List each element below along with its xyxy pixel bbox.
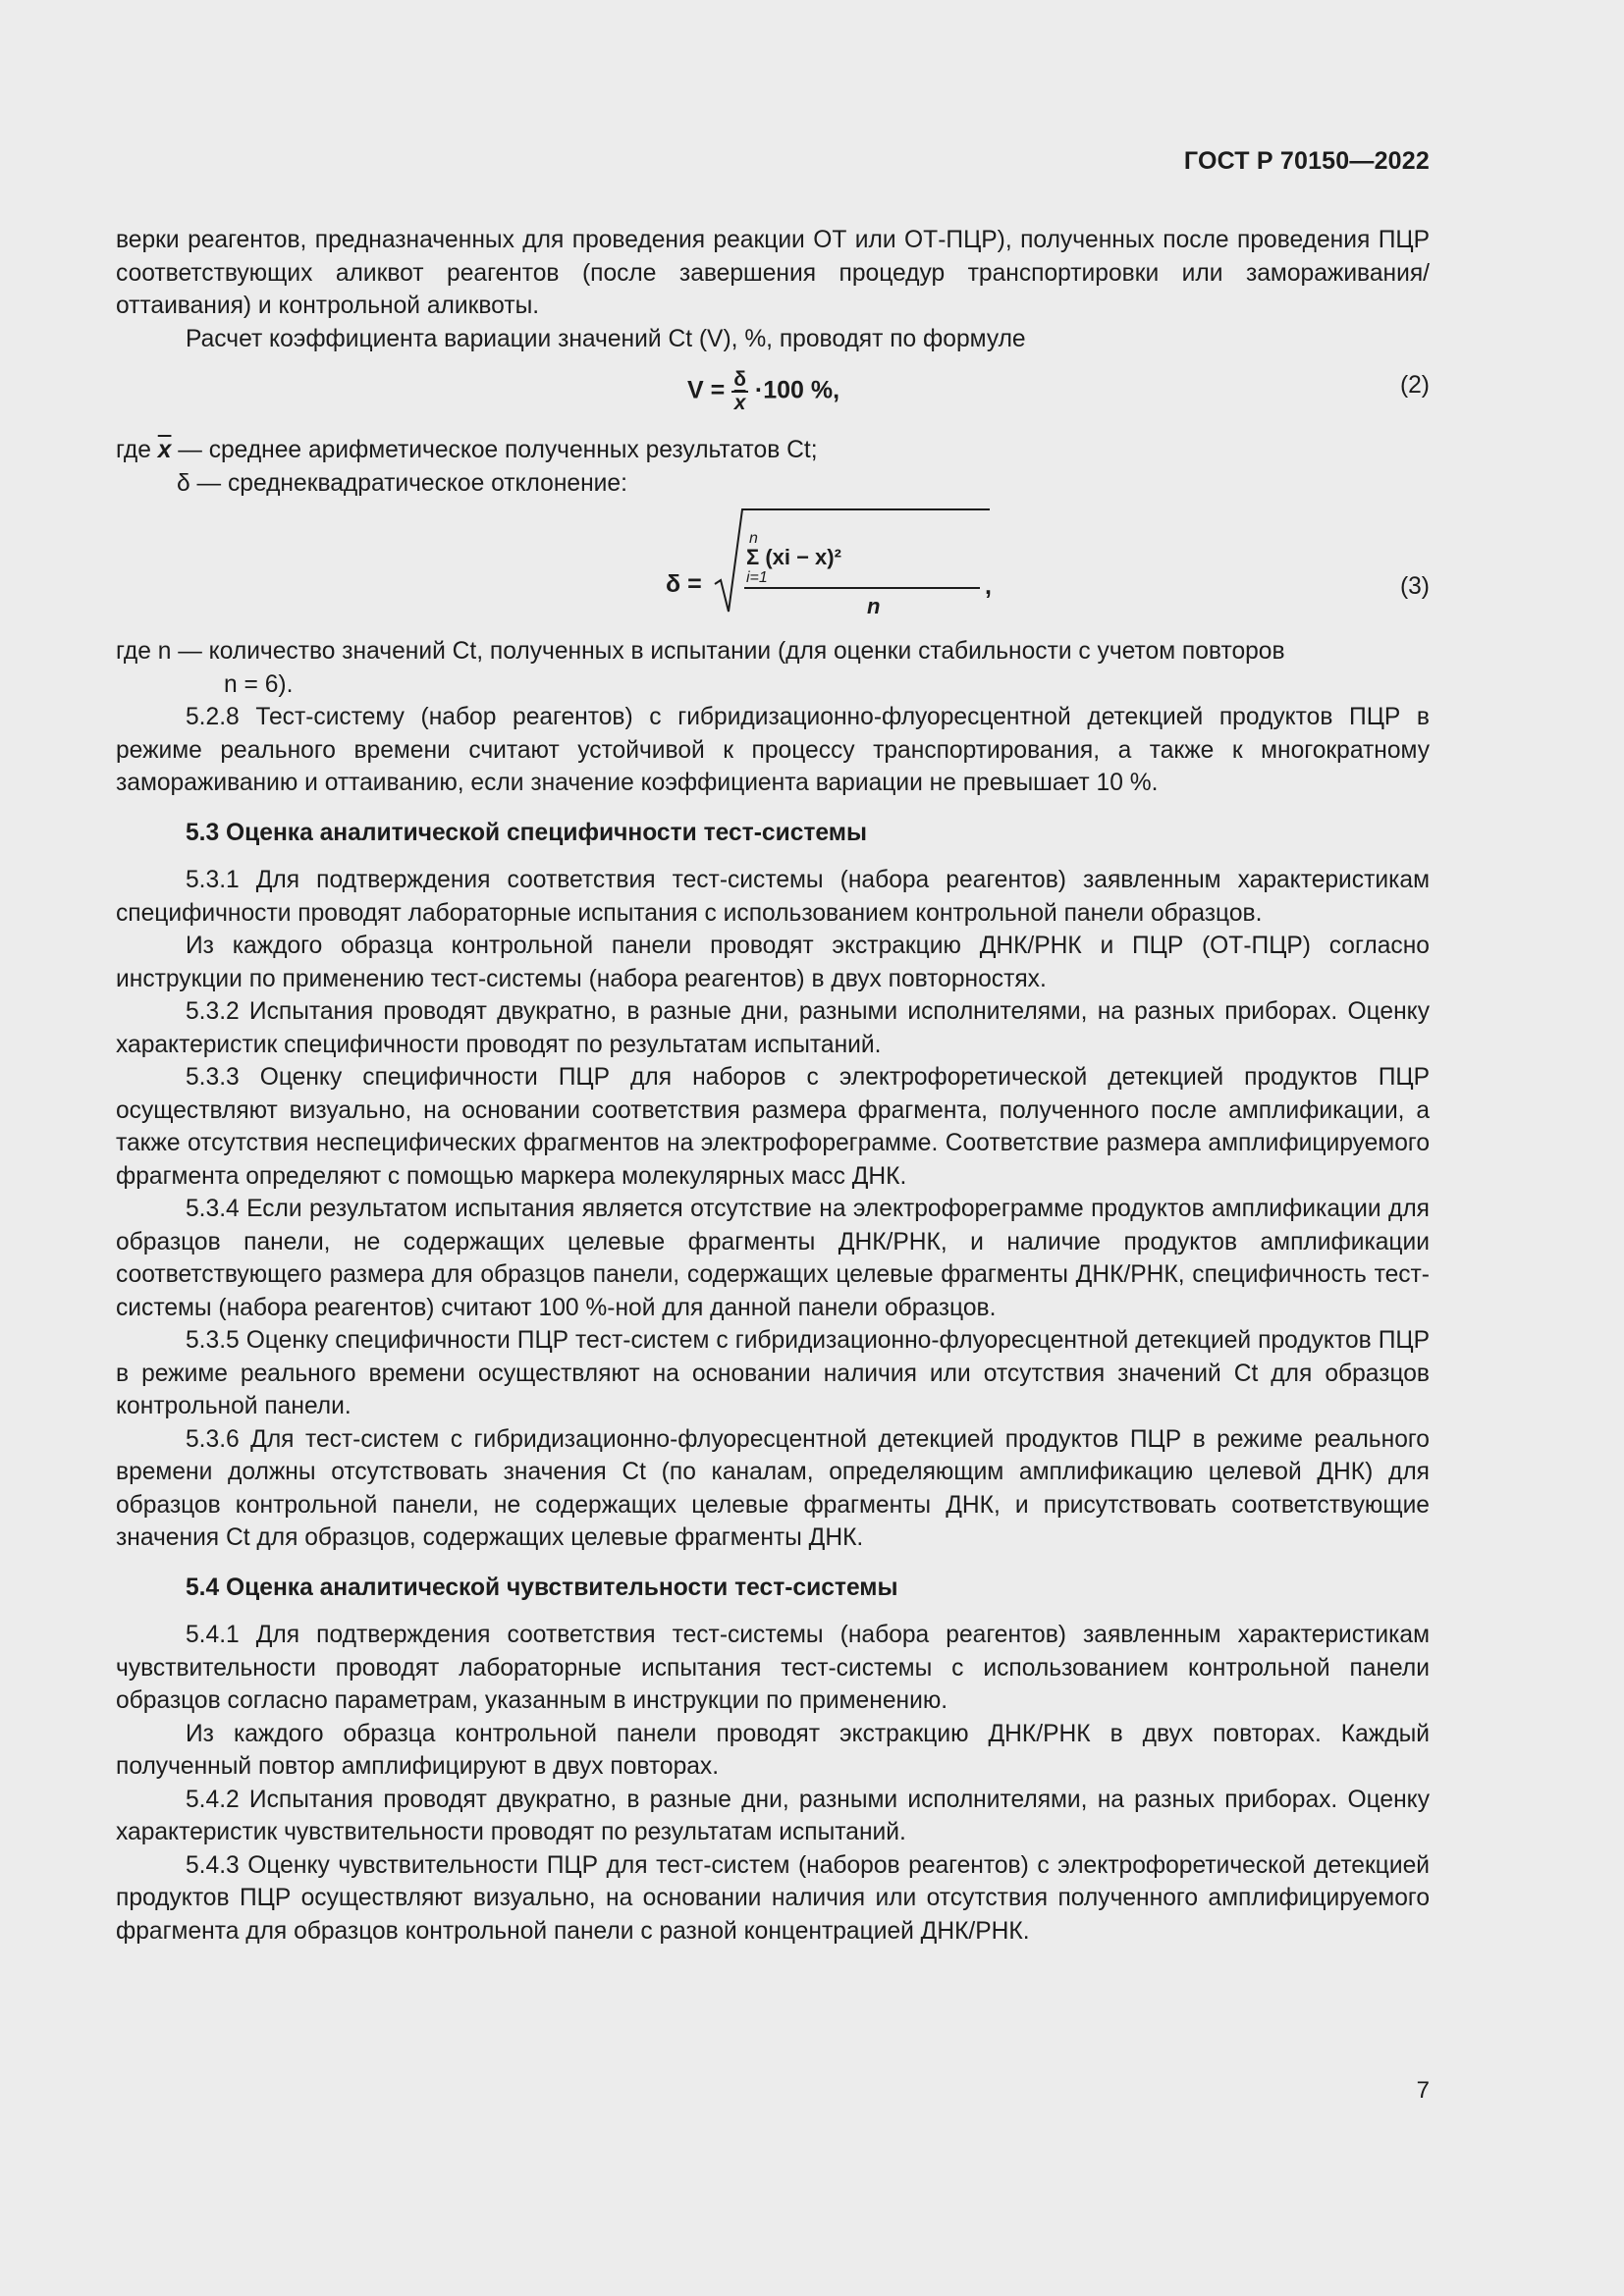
formula-2-rhs: ·100 %, (754, 376, 840, 404)
sigma-symbol: δ (177, 469, 190, 497)
formula-3-numerator: Σ (xi − x)² (746, 545, 841, 569)
where-prefix: где (116, 437, 151, 463)
paragraph-5-4-1: 5.4.1 Для подтверждения соответствия тест-системы (набора реагентов) заявленным характеристикам чувствительности проводят лабораторные испытания тест-системы с использованием контрольной панели образцов согласно параметрам, указанным в инструкции по применению. (116, 1622, 1430, 1714)
formula-3-number: (3) (1399, 573, 1430, 600)
where-sigma-text: — среднеквадратическое отклонение: (196, 469, 627, 497)
formula-3-expression (666, 504, 1000, 631)
page-content (116, 224, 1430, 1948)
section-heading-5-3: 5.3 Оценка аналитической специфичности тест-системы (186, 819, 867, 846)
sum-lower: i=1 (746, 569, 768, 586)
where-mean (116, 434, 1430, 467)
paragraph-5-3-3: 5.3.3 Оценку специфичности ПЦР для наборов с электрофоретической детекцией продуктов ПЦР осуществляют визуально, на основании соответствия размера фрагмента, полученного после амплификации, а также отсутствия неспецифических фрагментов на электрофореграмме. Соответствие размера амплифицируемого фрагмента определяют с помощью маркера молекулярных масс ДНК. (116, 1064, 1430, 1190)
where-mean-text: — среднее арифметическое полученных результатов Ct; (178, 437, 818, 463)
paragraph-5-3-2: 5.3.2 Испытания проводят двукратно, в разные дни, разными исполнителями, на разных приборах. Оценку характеристик специфичности проводят по результатам испытаний. (116, 998, 1430, 1058)
paragraph-5-3-4: 5.3.4 Если результатом испытания является отсутствие на электрофореграмме продуктов амплификации для образцов панели, не содержащих целевые фрагменты ДНК/РНК, и наличие продуктов амплификации соответствующего размера для образцов панели, содержащих целевые фрагменты ДНК/РНК, специфичность тест-системы (набора реагентов) считают 100 %-ной для данной панели образцов. (116, 1196, 1430, 1321)
formula-3-tail: , (985, 572, 992, 600)
paragraph-5-4-1-b: Из каждого образца контрольной панели проводят экстракцию ДНК/РНК в двух повторах. Каждый полученный повтор амплифицируют в двух повторах. (116, 1720, 1430, 1780)
formula-2-number: (2) (1399, 372, 1430, 399)
formula-3-lhs: δ = (666, 570, 702, 598)
section-heading-5-4: 5.4 Оценка аналитической чувствительности тест-системы (186, 1574, 898, 1601)
where-n: где n — количество значений Ct, полученных в испытании (для оценки стабильности с учетом повторов (116, 638, 1285, 665)
paragraph-5-4-2: 5.4.2 Испытания проводят двукратно, в разные дни, разными исполнителями, на разных приборах. Оценку характеристик чувствительности проводят по результатам испытаний. (116, 1786, 1430, 1845)
formula-2-fraction (731, 369, 748, 414)
where-sigma (116, 467, 1430, 501)
paragraph-continuation: верки реагентов, предназначенных для проведения реакции ОТ или ОТ-ПЦР), полученных после проведения ПЦР соответствующих аликвот реагентов (после завершения процедур транспортировки или замораживания/оттаивания) и контрольной аликвоты. (116, 227, 1430, 319)
paragraph-5-2-8: 5.2.8 Тест-систему (набор реагентов) с гибридизационно-флуоресцентной детекцией продуктов ПЦР в режиме реального времени считают устойчивой к процессу транспортирования, а также к многократному замораживанию и оттаиванию, если значение коэффициента вариации не превышает 10 %. (116, 704, 1430, 796)
paragraph-5-3-6: 5.3.6 Для тест-систем с гибридизационно-флуоресцентной детекцией продуктов ПЦР в режиме реального времени должны отсутствовать значения Ct (по каналам, определяющим амплификацию целевой ДНК) для образцов контрольной панели, не содержащих целевые фрагменты ДНК, и присутствовать соответствующие значения Ct для образцов, содержащих целевые фрагменты ДНК. (116, 1425, 1430, 1551)
formula-3 (116, 500, 1430, 635)
sum-upper: n (749, 530, 758, 547)
formula-2-lhs: V = (687, 376, 726, 404)
paragraph-5-3-1: 5.3.1 Для подтверждения соответствия тест-системы (набора реагентов) заявленным характеристикам специфичности проводят лабораторные испытания с использованием контрольной панели образцов. (116, 867, 1430, 927)
mean-symbol: $\overline{x}$ (157, 437, 172, 463)
formula-3-denominator: n (867, 594, 881, 618)
paragraph-calc-intro: Расчет коэффициента вариации значений Ct (V), %, проводят по формуле (186, 325, 1026, 352)
formula-2-numerator: δ (733, 368, 746, 391)
where-n-continuation: n = 6). (224, 670, 294, 698)
paragraph-5-4-3: 5.4.3 Оценку чувствительности ПЦР для тест-систем (наборов реагентов) с электрофоретической детекцией продуктов ПЦР осуществляют визуально, на основании наличия или отсутствия полученного амплифицируемого фрагмента для образцов контрольной панели с разной концентрацией ДНК/РНК. (116, 1851, 1430, 1945)
document-code: ГОСТ Р 70150—2022 (1183, 147, 1430, 175)
formula-2 (116, 355, 1430, 434)
paragraph-5-3-1-b: Из каждого образца контрольной панели проводят экстракцию ДНК/РНК и ПЦР (ОТ-ПЦР) согласно инструкции по применению тест-системы (набора реагентов) в двух повторностях. (116, 933, 1430, 992)
formula-2-denominator: x (733, 392, 746, 414)
paragraph-5-3-5: 5.3.5 Оценку специфичности ПЦР тест-систем с гибридизационно-флуоресцентной детекцией продуктов ПЦР в режиме реального времени осуществляют на основании наличия или отсутствия значений Ct для образцов контрольной панели. (116, 1327, 1430, 1419)
formula-2-expression (687, 369, 839, 414)
page-number: 7 (1416, 2077, 1430, 2104)
